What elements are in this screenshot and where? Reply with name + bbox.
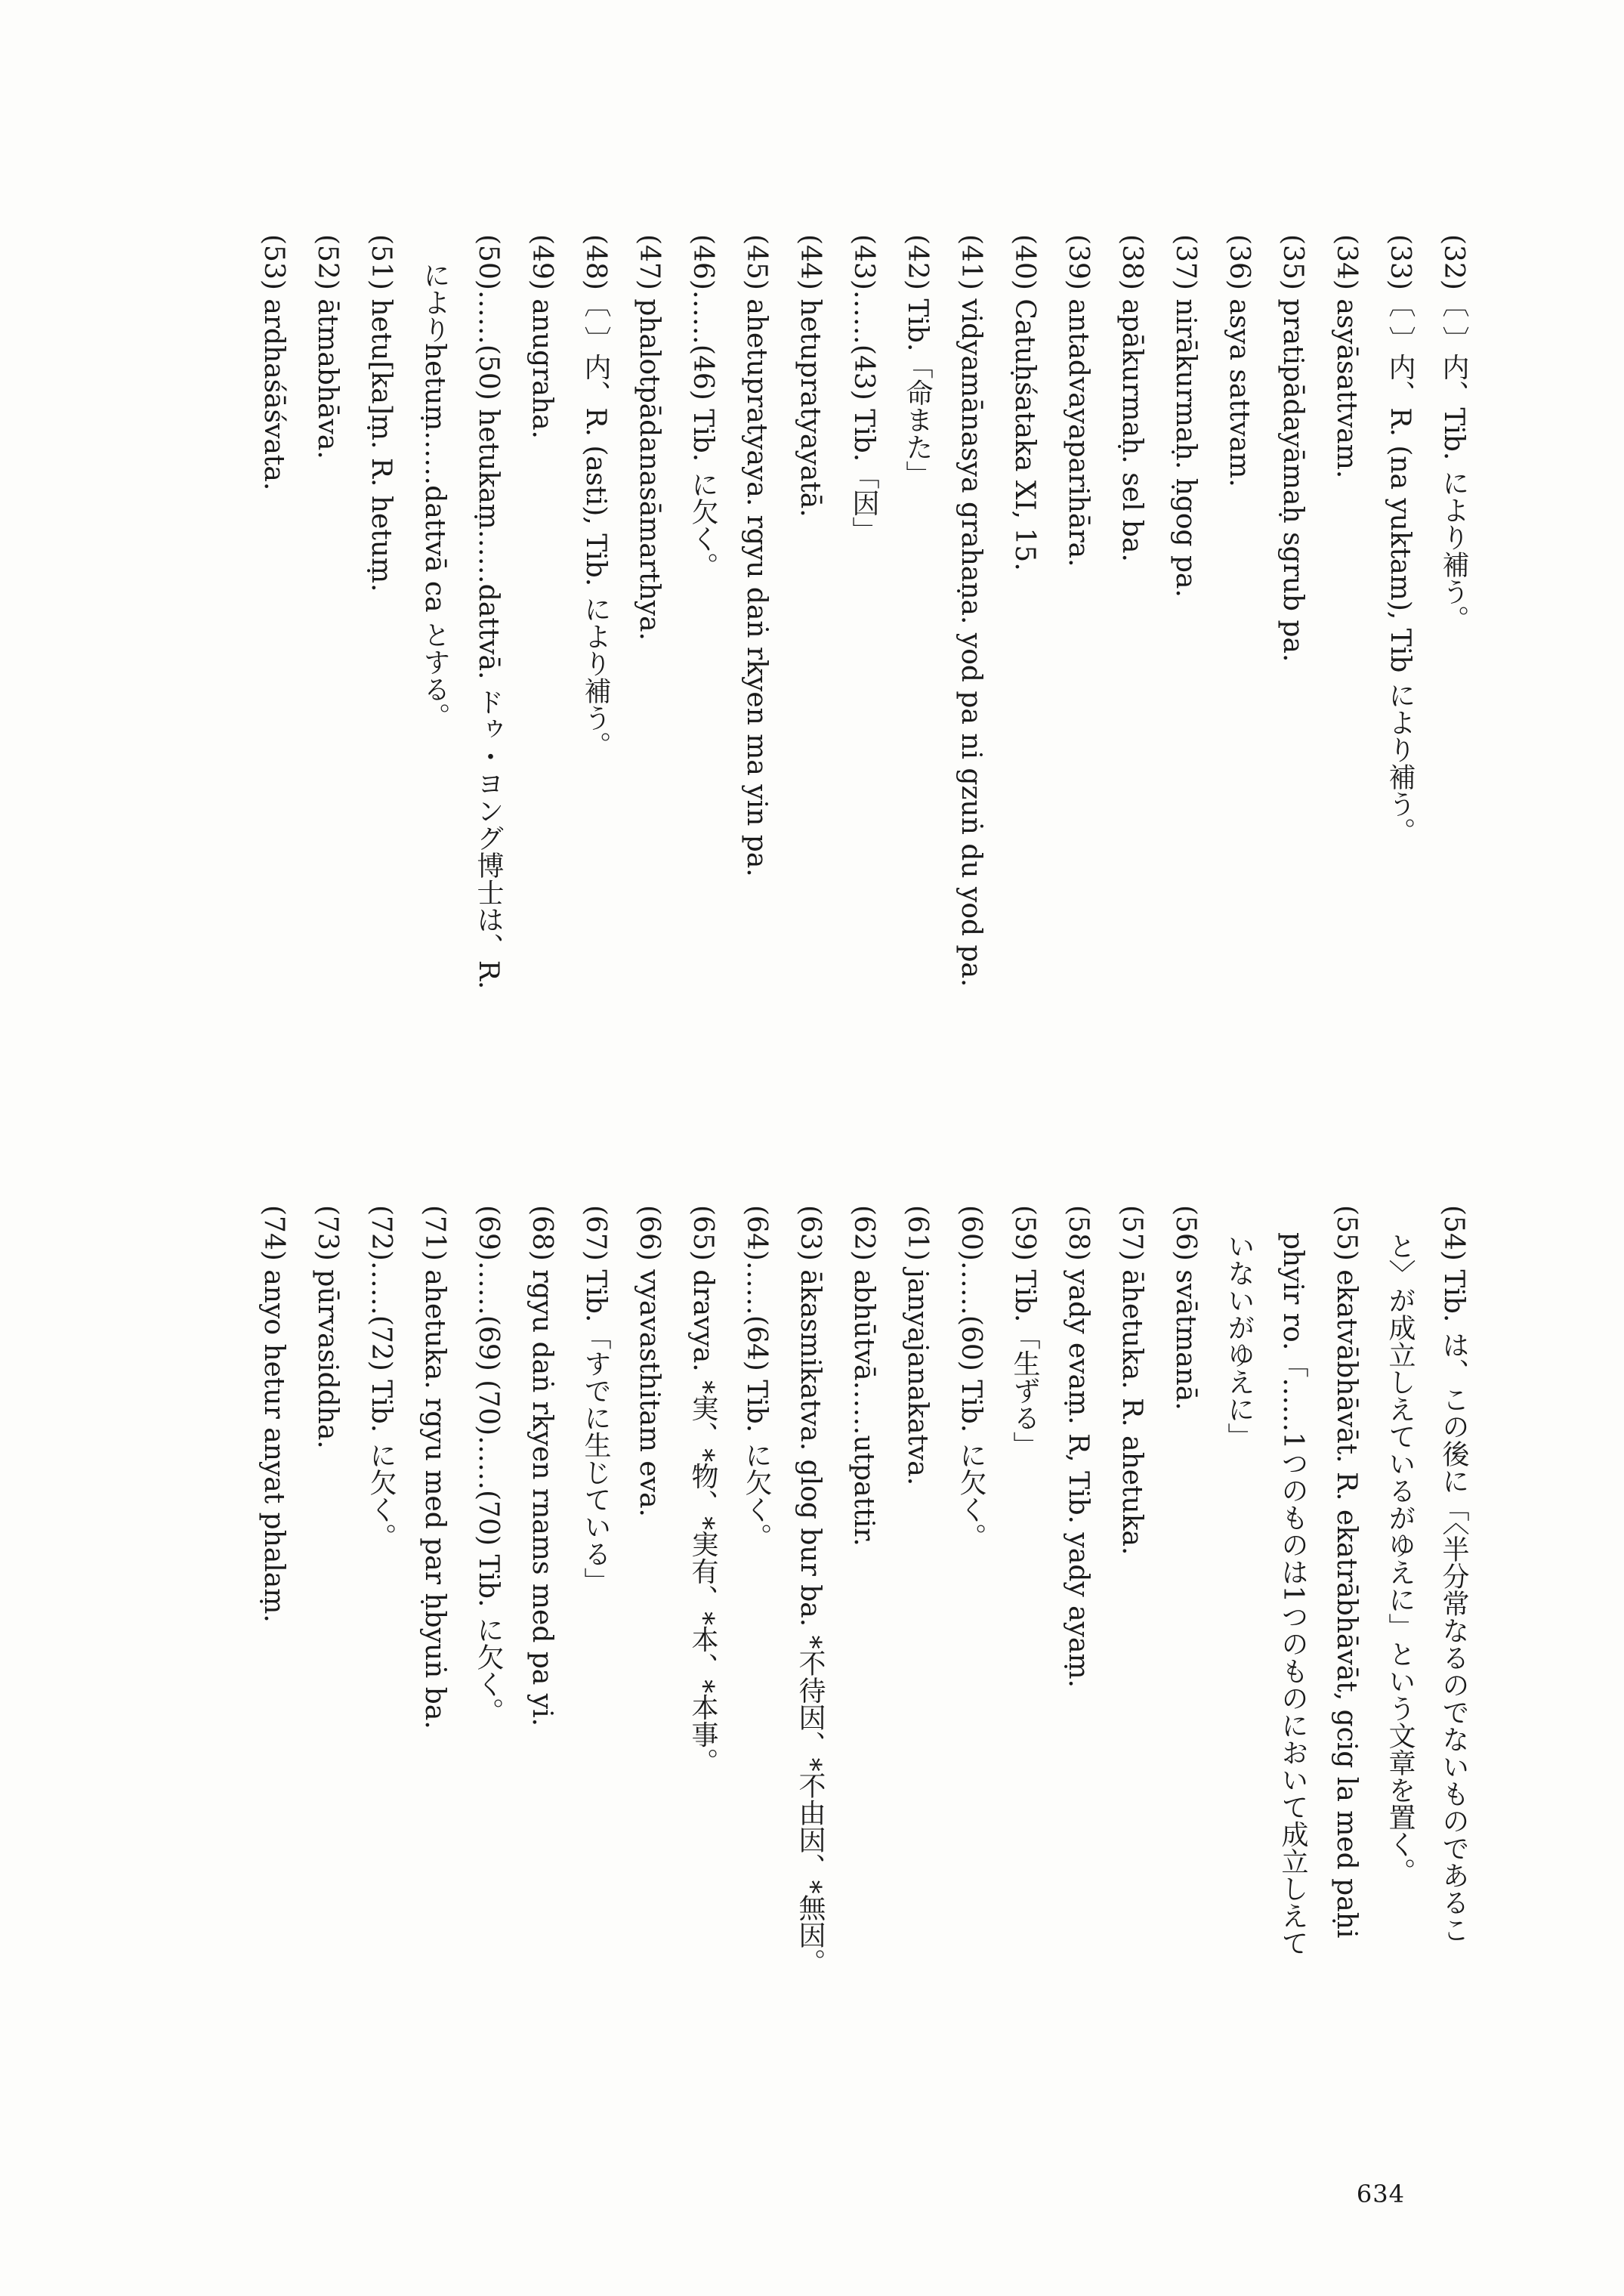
footnote-65: (65) dravya. *実、*物、*実有、*本、*本事。	[687, 1205, 718, 1775]
footnote-56: (56) svātmanā.	[1170, 1205, 1201, 1411]
footnote-47: (47) phalotpādanasāmarthya.	[634, 234, 665, 641]
footnote-71: (71) ahetuka. rgyu med par ḥbyuṅ ba.	[419, 1205, 450, 1729]
footnote-39: (39) antadvayaparihāra.	[1063, 234, 1094, 567]
footnote-49: (49) anugraha.	[526, 234, 557, 439]
footnote-74: (74) anyo hetur anyat phalaṃ.	[258, 1205, 289, 1623]
footnote-40: (40) Catuḥśataka XI, 15.	[1009, 234, 1040, 571]
footnote-68: (68) rgyu daṅ rkyen rnams med pa yi.	[526, 1205, 557, 1727]
footnote-36: (36) asya sattvam.	[1224, 234, 1255, 487]
footnote-57: (57) āhetuka. R. ahetuka.	[1116, 1205, 1147, 1556]
footnote-51: (51) hetu[ka]ṃ. R. hetuṃ.	[366, 234, 397, 592]
footnote-34: (34) asyāsattvam.	[1331, 234, 1362, 479]
footnote-54: (54) Tib. は、この後に「〈半分常なるのでないものであるこ	[1438, 1205, 1469, 1943]
footnote-73: (73) pūrvasiddha.	[312, 1205, 343, 1449]
footnote-64: (64)……(64) Tib. に欠く。	[741, 1205, 772, 1550]
footnote-61: (61) janyajanakatva.	[902, 1205, 933, 1486]
footnote-67: (67) Tib.「すでに生じている」	[580, 1205, 611, 1595]
footnote-69-70: (69)……(69) (70)……(70) Tib. に欠く。	[473, 1205, 504, 1725]
footnote-46: (46)……(46) Tib. に欠く。	[687, 234, 718, 579]
footnote-45: (45) ahetupratyaya. rgyu daṅ rkyen ma yin pa.	[741, 234, 772, 877]
page-number: 634	[1356, 2180, 1405, 2208]
footnote-44: (44) hetupratyayatā.	[795, 234, 826, 518]
footnote-59: (59) Tib.「生ずる」	[1009, 1205, 1040, 1459]
footnote-66: (66) vyavasthitam eva.	[634, 1205, 665, 1517]
footnote-72: (72)……(72) Tib. に欠く。	[366, 1205, 397, 1550]
footnote-42: (42) Tib.「命また」	[902, 234, 933, 488]
footnotes-lower-block	[247, 1205, 1480, 2149]
footnote-33: (33)〔 〕内、R. (na yuktam), Tib により補う。	[1385, 234, 1416, 845]
footnote-62: (62) abhūtvā……utpattir.	[848, 1205, 879, 1547]
footnote-50: (50)……(50) hetukaṃ……dattvā. ドゥ・ヨング博士は、R.	[473, 234, 504, 990]
footnote-53: (53) ardhaśāśvata.	[258, 234, 289, 491]
footnote-50-continued: によりhetuṃ……dattvā ca とする。	[419, 234, 450, 731]
footnote-58: (58) yady evaṃ. R, Tib. yady ayaṃ.	[1063, 1205, 1094, 1689]
footnote-35: (35) pratipādayāmaḥ sgrub pa.	[1277, 234, 1308, 663]
footnote-41: (41) vidyamānasya grahaṇa. yod pa ni gzuṅ du yod pa.	[956, 234, 986, 987]
footnote-60: (60)……(60) Tib. に欠く。	[956, 1205, 986, 1550]
footnote-32: (32)〔 〕内、Tib. により補う。	[1438, 234, 1469, 632]
footnote-43: (43)……(43) Tib.「因」	[848, 234, 879, 544]
footnote-55-continued: phyir ro.「……1つのものは1つのものにおいて成立しえて	[1277, 1205, 1308, 1957]
footnote-55-continued-2: いないがゆえに」	[1224, 1205, 1255, 1450]
footnote-52: (52) ātmabhāva.	[312, 234, 343, 459]
footnote-37: (37) nirākurmaḥ. ḥgog pa.	[1170, 234, 1201, 598]
footnote-38: (38) apākurmaḥ. sel ba.	[1116, 234, 1147, 562]
footnote-48: (48)〔 〕内、R. (asti), Tib. により補う。	[580, 234, 611, 759]
footnotes-upper-block	[247, 234, 1480, 1179]
footnote-63: (63) ākasmikatva. glog bur ba. *不待因、*不由因、*無因。	[795, 1205, 826, 1976]
footnote-55: (55) ekatvābhāvāt. R. ekatrābhāvāt, gcig la med paḥi	[1331, 1205, 1362, 1939]
footnote-54-continued: と〉が成立しえているがゆえに」という文章を置く。	[1385, 1205, 1416, 1885]
